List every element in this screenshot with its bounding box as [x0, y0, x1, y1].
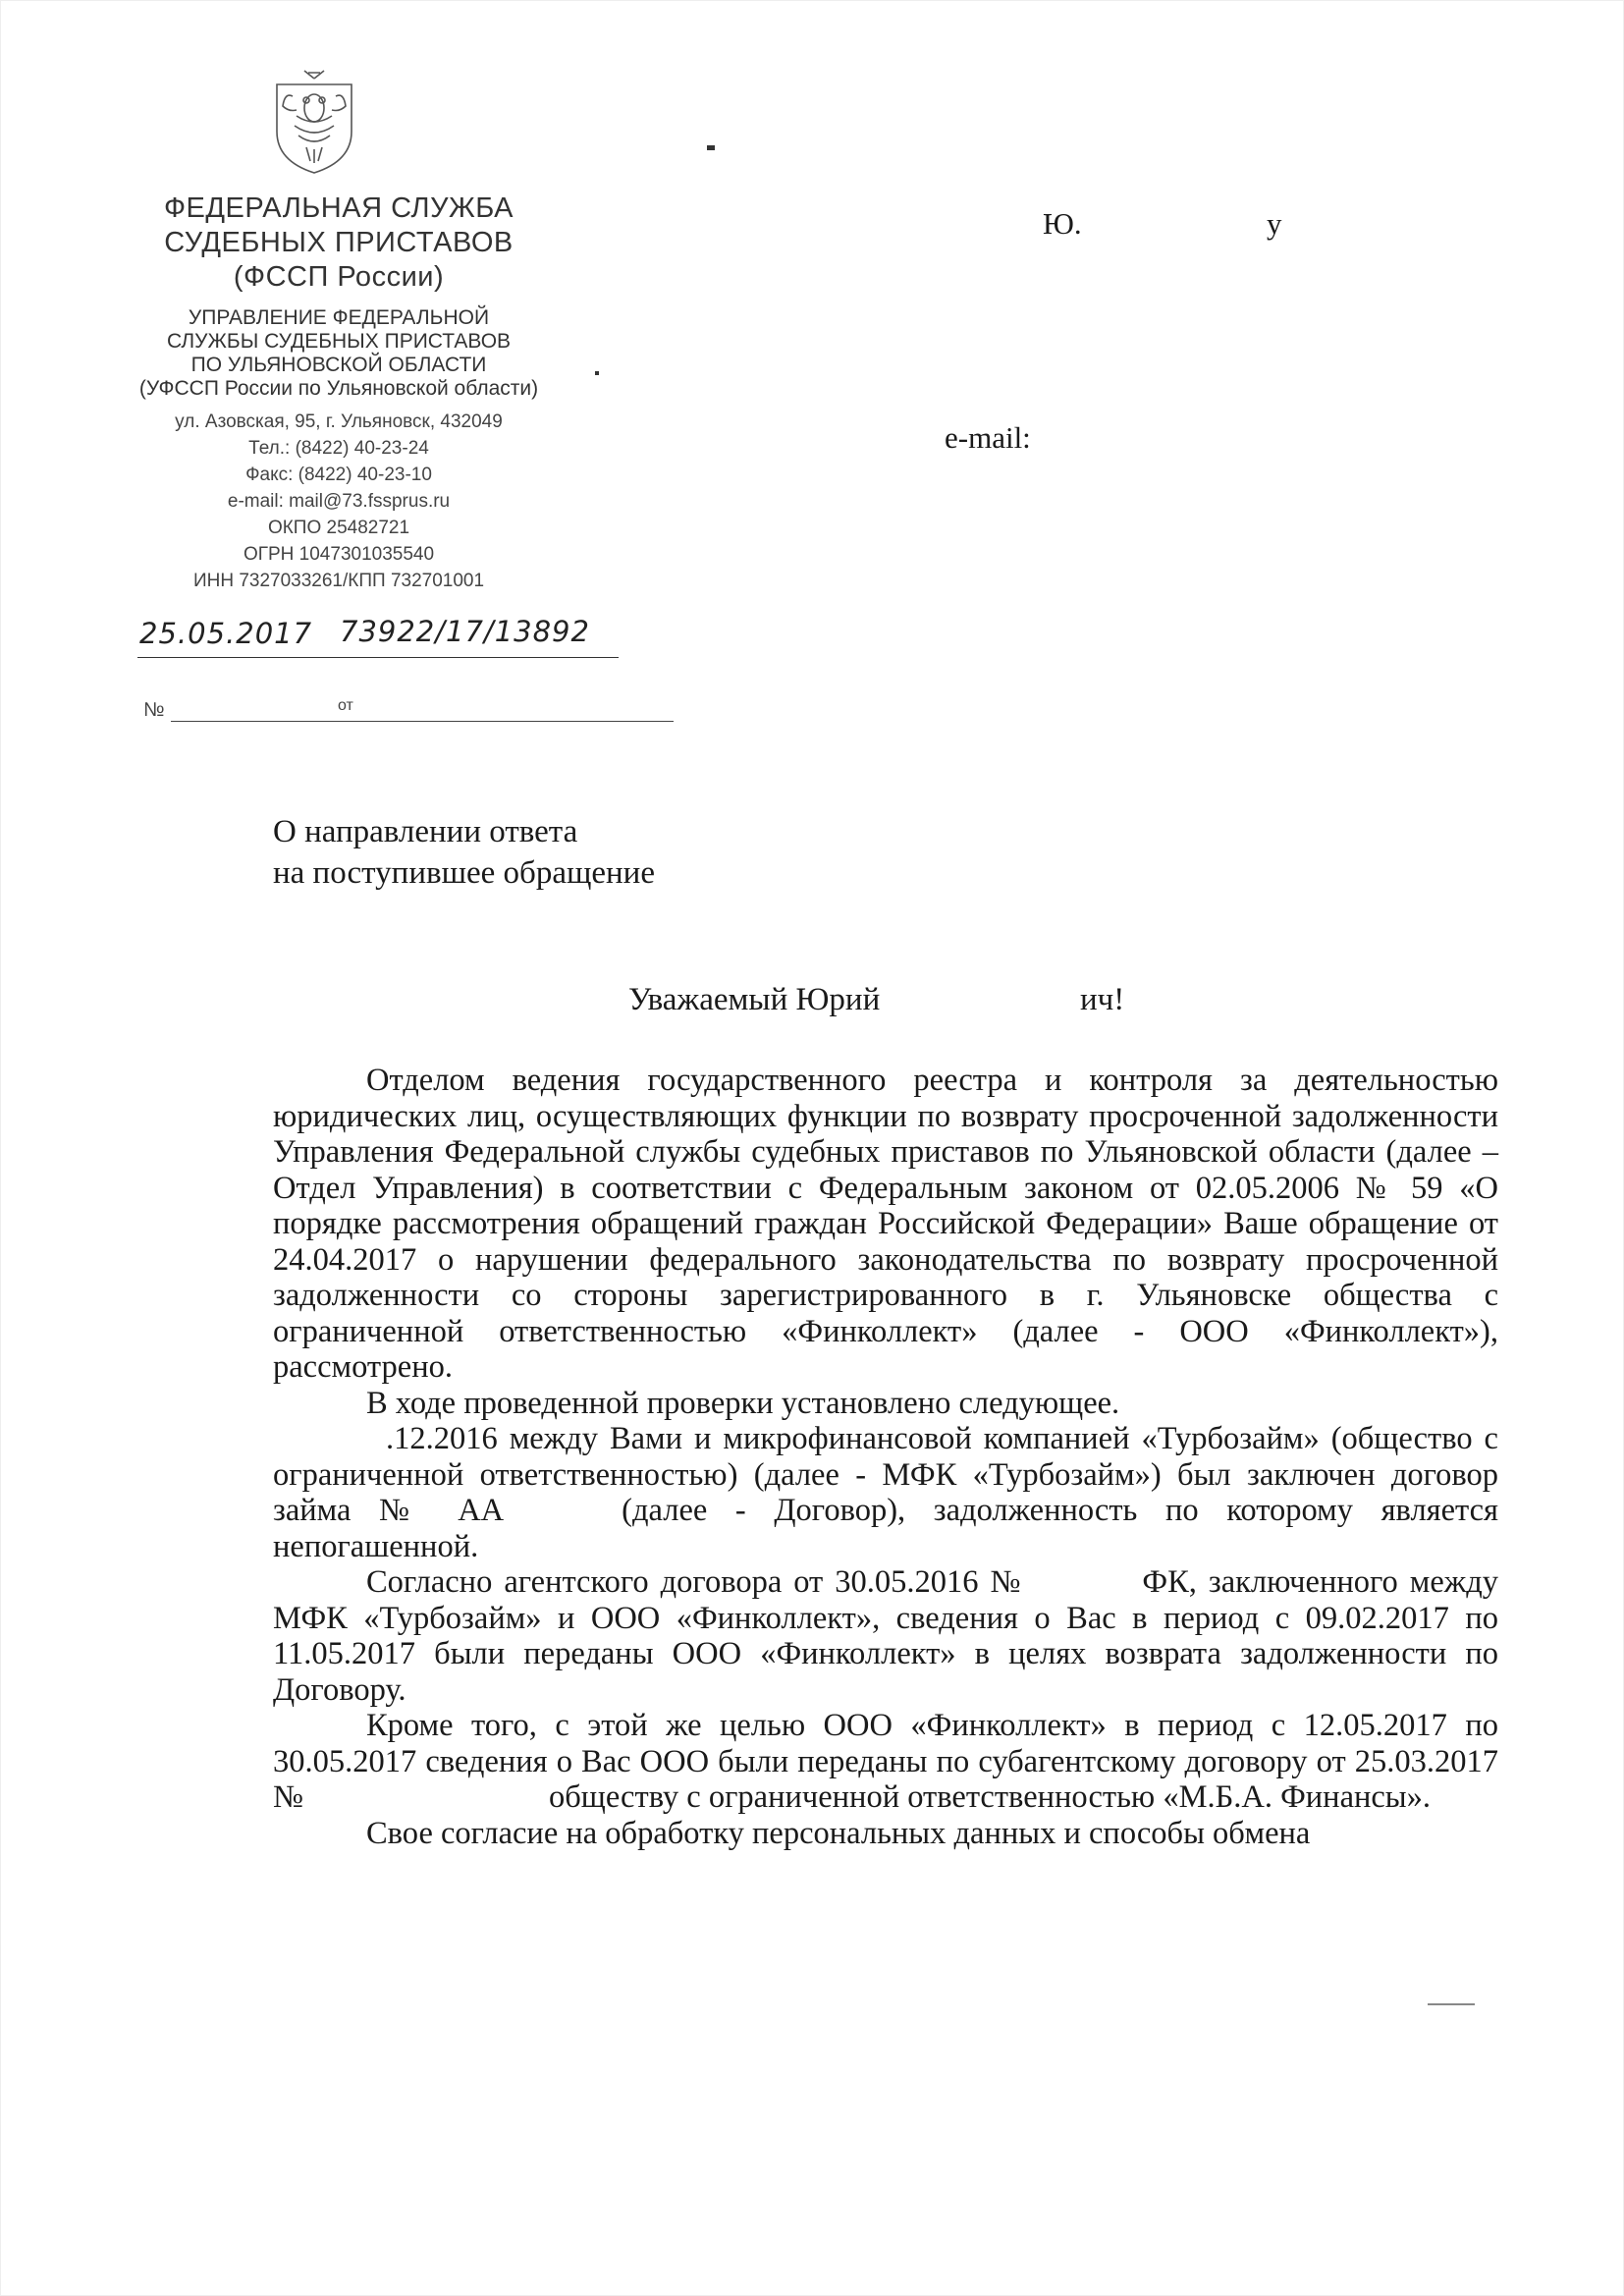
org-abbr: (ФССП России): [233, 261, 445, 293]
dept-name-line: СЛУЖБЫ СУДЕБНЫХ ПРИСТАВОВ: [166, 330, 512, 353]
reference-number-field: [143, 699, 536, 729]
org-name-line: ФЕДЕРАЛЬНАЯ СЛУЖБА: [163, 192, 514, 224]
paragraph: [273, 1421, 1498, 1564]
org-name-line: СУДЕБНЫХ ПРИСТАВОВ: [164, 227, 514, 258]
paragraph: Отделом ведения государственного реестра и контроля за деятельностью юридических лиц, осуществляющих функции по возврату просроченной задолженности Управления Федеральной службы судебных приставов по Ульяновской области (далее – Отдел Управления) в соответствии с Федеральным законом от 02.05.2006 № 59 «О порядке рассмотрения обращений граждан Российской Федерации» Ваше обращение от 24.04.2017 о нарушении федерального законодательства по возврату просроченной задолженности со стороны зарегистрированного в г. Ульяновске общества с ограниченной ответственностью «Финколлект» (далее - ООО «Финколлект»), рассмотрено.: [273, 1063, 1498, 1385]
coat-of-arms-emblem: [267, 67, 361, 177]
outgoing-date: 25.05.2017: [139, 617, 313, 650]
paragraph: [273, 1708, 1498, 1816]
paragraph: [273, 1564, 1498, 1708]
scan-mark: [707, 145, 715, 150]
salutation: Уважаемый Юрий: [628, 982, 881, 1017]
addressee-name-end: у: [1267, 206, 1282, 241]
address: ул. Азовская, 95, г. Ульяновск, 432049: [175, 411, 503, 432]
underline: [137, 657, 619, 658]
dept-abbr: (УФССП России по Ульяновской области): [138, 377, 539, 400]
phone: Тел.: (8422) 40-23-24: [248, 438, 429, 459]
underline: [171, 721, 674, 722]
scan-mark: [1428, 2003, 1475, 2005]
letterhead: [108, 191, 569, 594]
scan-mark: [595, 371, 599, 375]
ref-from-label: от: [338, 697, 353, 714]
paragraph-text: Согласно агентского договора от 30.05.2016 №: [366, 1564, 1025, 1600]
outgoing-registration: [134, 617, 644, 666]
outgoing-number: 73922/17/13892: [340, 615, 590, 648]
okpo: ОКПО 25482721: [267, 518, 410, 538]
salutation-end: ич!: [1080, 982, 1125, 1017]
paragraph-text: (далее - Договор), задолженность по которому является непогашенной.: [273, 1493, 1499, 1564]
paragraph: В ходе проведенной проверки установлено следующее.: [366, 1385, 1120, 1421]
addressee-name: Ю.: [1043, 206, 1082, 241]
addressee-email-label: e-mail:: [945, 420, 1031, 455]
org-email: e-mail: mail@73.fssprus.ru: [227, 491, 451, 512]
dept-name-line: УПРАВЛЕНИЕ ФЕДЕРАЛЬНОЙ: [188, 306, 490, 329]
fax: Факс: (8422) 40-23-10: [245, 465, 432, 485]
paragraph-text: ФК, заключенного между МФК «Турбозайм» и ООО «Финколлект», сведения о Вас в период с 09.02.2017 по 11.05.2017 были переданы ООО «Финколлект» в целях возврата задолженности по Договору.: [273, 1564, 1498, 1708]
letter-subject: [273, 811, 655, 894]
paragraph-text: Кроме того, с этой же целью ООО «Финколлект» в период с 12.05.2017 по 30.05.2017 сведения о Вас ООО были переданы по субагентскому договору от 25.03.2017 №: [273, 1708, 1498, 1815]
subject-line: на поступившее обращение: [273, 855, 655, 891]
paragraph-text: обществу с ограниченной ответственностью «М.Б.А. Финансы».: [549, 1779, 1432, 1815]
subject-line: О направлении ответа: [273, 814, 578, 849]
paragraph-text: .12.2016 между Вами и микрофинансовой компанией «Турбозайм» (общество с ограниченной ответственностью) (далее - МФК «Турбозайм») был заключен договор займа № АА: [273, 1421, 1498, 1528]
ogrn: ОГРН 1047301035540: [243, 544, 435, 565]
letter-body: [273, 1063, 1498, 1851]
ref-number-label: №: [143, 699, 165, 721]
paragraph: Свое согласие на обработку персональных данных и способы обмена: [366, 1815, 1311, 1851]
dept-name-line: ПО УЛЬЯНОВСКОЙ ОБЛАСТИ: [190, 354, 487, 376]
inn-kpp: ИНН 7327033261/КПП 732701001: [192, 571, 485, 591]
